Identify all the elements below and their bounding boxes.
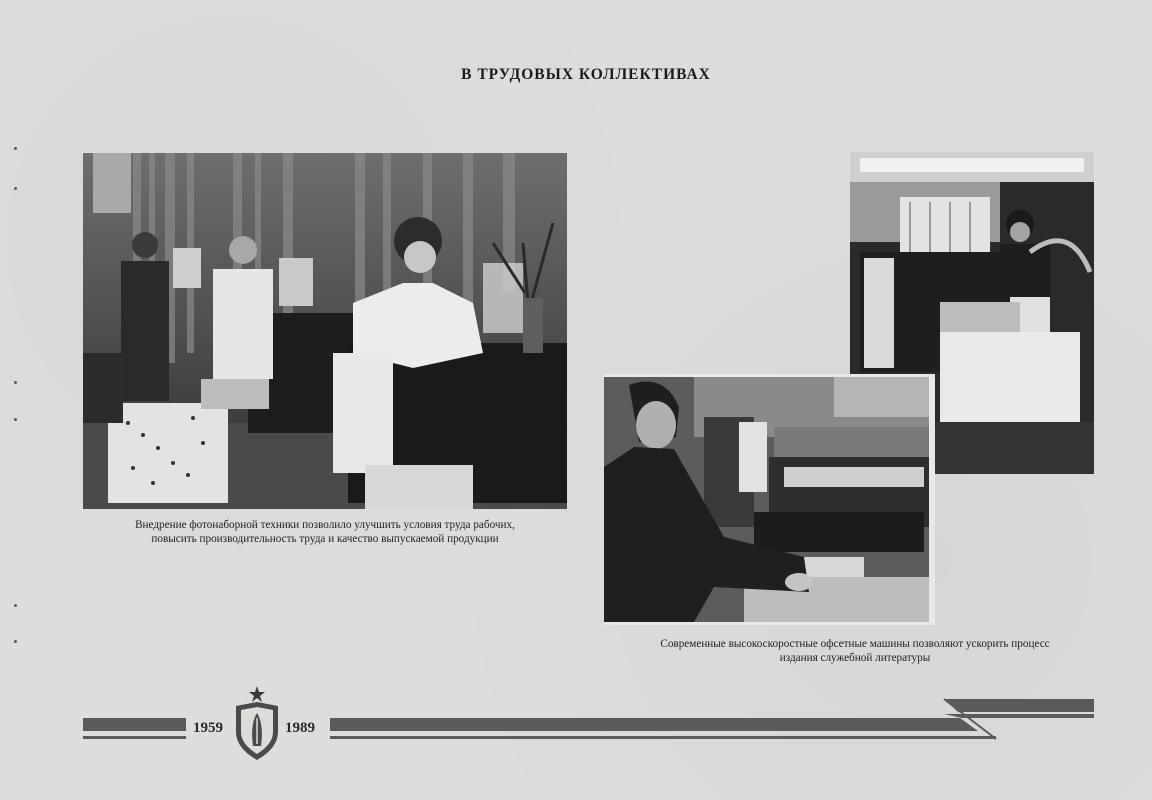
punch-hole-mark <box>14 604 17 607</box>
photo-phototypesetting-room <box>83 153 567 509</box>
caption-line: повысить производительность труда и качество выпускаемой продукции <box>151 533 499 545</box>
punch-hole-mark <box>14 187 17 190</box>
punch-hole-mark <box>14 418 17 421</box>
punch-hole-mark <box>14 640 17 643</box>
caption-phototypesetting <box>83 518 567 546</box>
year-start: 1959 <box>193 720 223 736</box>
caption-line: Внедрение фотонаборной техники позволило улучшить условия труда рабочих, <box>135 519 515 531</box>
footer-band-left-line <box>83 736 186 739</box>
footer-band-right <box>330 697 1100 743</box>
caption-offset-machines <box>600 637 1110 665</box>
year-end: 1989 <box>285 720 315 736</box>
photo-offset-machine-operator <box>604 374 935 625</box>
caption-line: издания служебной литературы <box>779 652 931 664</box>
punch-hole-mark <box>14 147 17 150</box>
star-shield-emblem-icon <box>232 686 282 762</box>
caption-line: Современные высокоскоростные офсетные машины позволяют ускорить процесс <box>660 638 1050 650</box>
punch-hole-mark <box>14 381 17 384</box>
footer-band-left <box>83 718 186 731</box>
page-title: В ТРУДОВЫХ КОЛЛЕКТИВАХ <box>461 66 711 83</box>
